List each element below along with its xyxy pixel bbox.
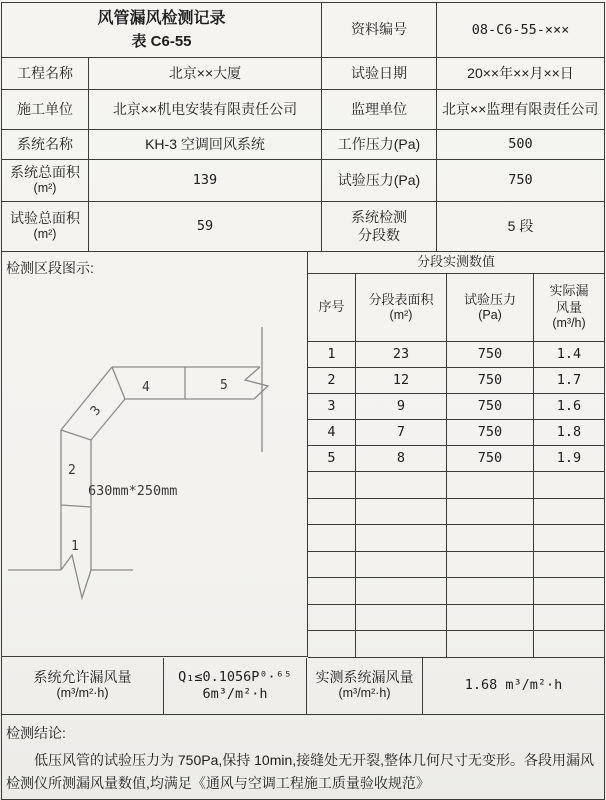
empty-cell: [534, 552, 604, 579]
conclusion-section: [2, 715, 604, 799]
empty-cell: [534, 605, 604, 632]
empty-cell: [534, 631, 604, 658]
test-section-diagram-cell: [2, 252, 308, 657]
empty-cell: [534, 472, 604, 499]
empty-cell: [356, 499, 447, 526]
supervisor-label: 监理单位: [322, 90, 437, 130]
doc-no-label: 资料编号: [322, 3, 437, 58]
row-5-area: 8: [356, 446, 447, 472]
conclusion-label: 检测结论:: [6, 724, 66, 741]
empty-cell: [534, 578, 604, 605]
system-area-unit: (m²): [33, 181, 57, 196]
empty-cell: [308, 578, 356, 605]
empty-cell: [534, 499, 604, 526]
empty-cell: [356, 525, 447, 552]
row-1-leak: 1.4: [534, 342, 604, 368]
segment-count-value: 5 段: [437, 202, 604, 252]
row-4-area: 7: [356, 420, 447, 446]
col-header-no: 序号: [308, 274, 356, 342]
empty-cell: [447, 472, 534, 499]
system-area-label: 系统总面积 (m²): [2, 160, 89, 202]
empty-cell: [308, 472, 356, 499]
working-pressure-label: 工作压力(Pa): [322, 130, 437, 160]
segment-1-label: 1: [71, 539, 79, 554]
segment-2-label: 2: [68, 463, 76, 478]
test-date-value: 20××年××月××日: [437, 58, 604, 90]
empty-cell: [447, 525, 534, 552]
empty-cell: [308, 552, 356, 579]
test-pressure-label: 试验压力(Pa): [322, 160, 437, 202]
row-3-leak: 1.6: [534, 394, 604, 420]
contractor-value: 北京××机电安装有限责任公司: [89, 90, 322, 130]
measured-leakage-value: 1.68 m³/m²·h: [423, 658, 604, 715]
system-name-label: 系统名称: [2, 130, 89, 160]
row-1-no: 1: [308, 342, 356, 368]
form-header-grid: [2, 3, 604, 252]
empty-cell: [308, 499, 356, 526]
segment-measurements-table: [308, 252, 604, 658]
empty-cell: [447, 605, 534, 632]
test-date-label: 试验日期: [322, 58, 437, 90]
project-name-value: 北京××大厦: [89, 58, 322, 90]
allowed-leakage-formula: Q₁≤0.1056P⁰·⁶⁵ 6m³/m²·h: [164, 658, 307, 715]
system-name-value: KH-3 空调回风系统: [89, 130, 322, 160]
segment-5-label: 5: [220, 378, 228, 393]
diagram-caption: 检测区段图示:: [6, 260, 94, 276]
row-5-pressure: 750: [447, 446, 534, 472]
test-area-unit: (m²): [33, 227, 57, 242]
empty-cell: [447, 578, 534, 605]
empty-cell: [356, 631, 447, 658]
form-title: 风管漏风检测记录: [97, 9, 226, 27]
empty-cell: [447, 631, 534, 658]
allowed-leakage-label: 系统允许漏风量 (m³/m²·h): [2, 658, 164, 715]
segment-table-title: 分段实测数值: [308, 252, 604, 274]
middle-section: [2, 252, 604, 658]
row-2-leak: 1.7: [534, 368, 604, 394]
row-3-pressure: 750: [447, 394, 534, 420]
row-3-area: 9: [356, 394, 447, 420]
col-header-pressure: 试验压力 (Pa): [447, 274, 534, 342]
duct-size-annotation: 630mm*250mm: [88, 483, 178, 499]
row-4-pressure: 750: [447, 420, 534, 446]
measured-leakage-label: 实测系统漏风量 (m³/m²·h): [307, 658, 423, 715]
supervisor-value: 北京××监理有限责任公司: [437, 90, 604, 130]
doc-no-value: 08-C6-55-×××: [437, 3, 604, 58]
conclusion-text: 低压风管的试验压力为 750Pa,保持 10min,接缝处无开裂,整体几何尺寸无变形。各段用漏风检测仪所测漏风量数值,均满足《通风与空调工程施工质量验收规范》: [6, 751, 595, 791]
empty-cell: [356, 605, 447, 632]
row-5-no: 5: [308, 446, 356, 472]
row-4-no: 4: [308, 420, 356, 446]
test-pressure-value: 750: [437, 160, 604, 202]
empty-cell: [308, 605, 356, 632]
row-1-area: 23: [356, 342, 447, 368]
segment-4-label: 4: [142, 380, 150, 395]
col-header-area: 分段表面积 (m²): [356, 274, 447, 342]
row-2-no: 2: [308, 368, 356, 394]
empty-cell: [356, 552, 447, 579]
empty-cell: [534, 525, 604, 552]
segment-3-label: 3: [87, 403, 105, 419]
col-header-leakage: 实际漏 风量 (m³/h): [534, 274, 604, 342]
test-area-label: 试验总面积 (m²): [2, 202, 89, 252]
working-pressure-value: 500: [437, 130, 604, 160]
row-2-area: 12: [356, 368, 447, 394]
row-2-pressure: 750: [447, 368, 534, 394]
empty-cell: [356, 578, 447, 605]
test-area-value: 59: [89, 202, 322, 252]
empty-cell: [308, 631, 356, 658]
form-number: 表 C6-55: [131, 32, 192, 50]
system-area-value: 139: [89, 160, 322, 202]
row-3-no: 3: [308, 394, 356, 420]
row-1-pressure: 750: [447, 342, 534, 368]
form-title-cell: [2, 3, 322, 58]
empty-cell: [356, 472, 447, 499]
contractor-label: 施工单位: [2, 90, 89, 130]
empty-cell: [447, 499, 534, 526]
project-name-label: 工程名称: [2, 58, 89, 90]
empty-cell: [308, 525, 356, 552]
leak-test-record-form: [1, 2, 605, 800]
row-5-leak: 1.9: [534, 446, 604, 472]
empty-cell: [447, 552, 534, 579]
duct-segment-diagram: [2, 252, 308, 656]
segment-count-label: 系统检测 分段数: [322, 202, 437, 252]
row-4-leak: 1.8: [534, 420, 604, 446]
leakage-summary-row: [2, 658, 604, 715]
